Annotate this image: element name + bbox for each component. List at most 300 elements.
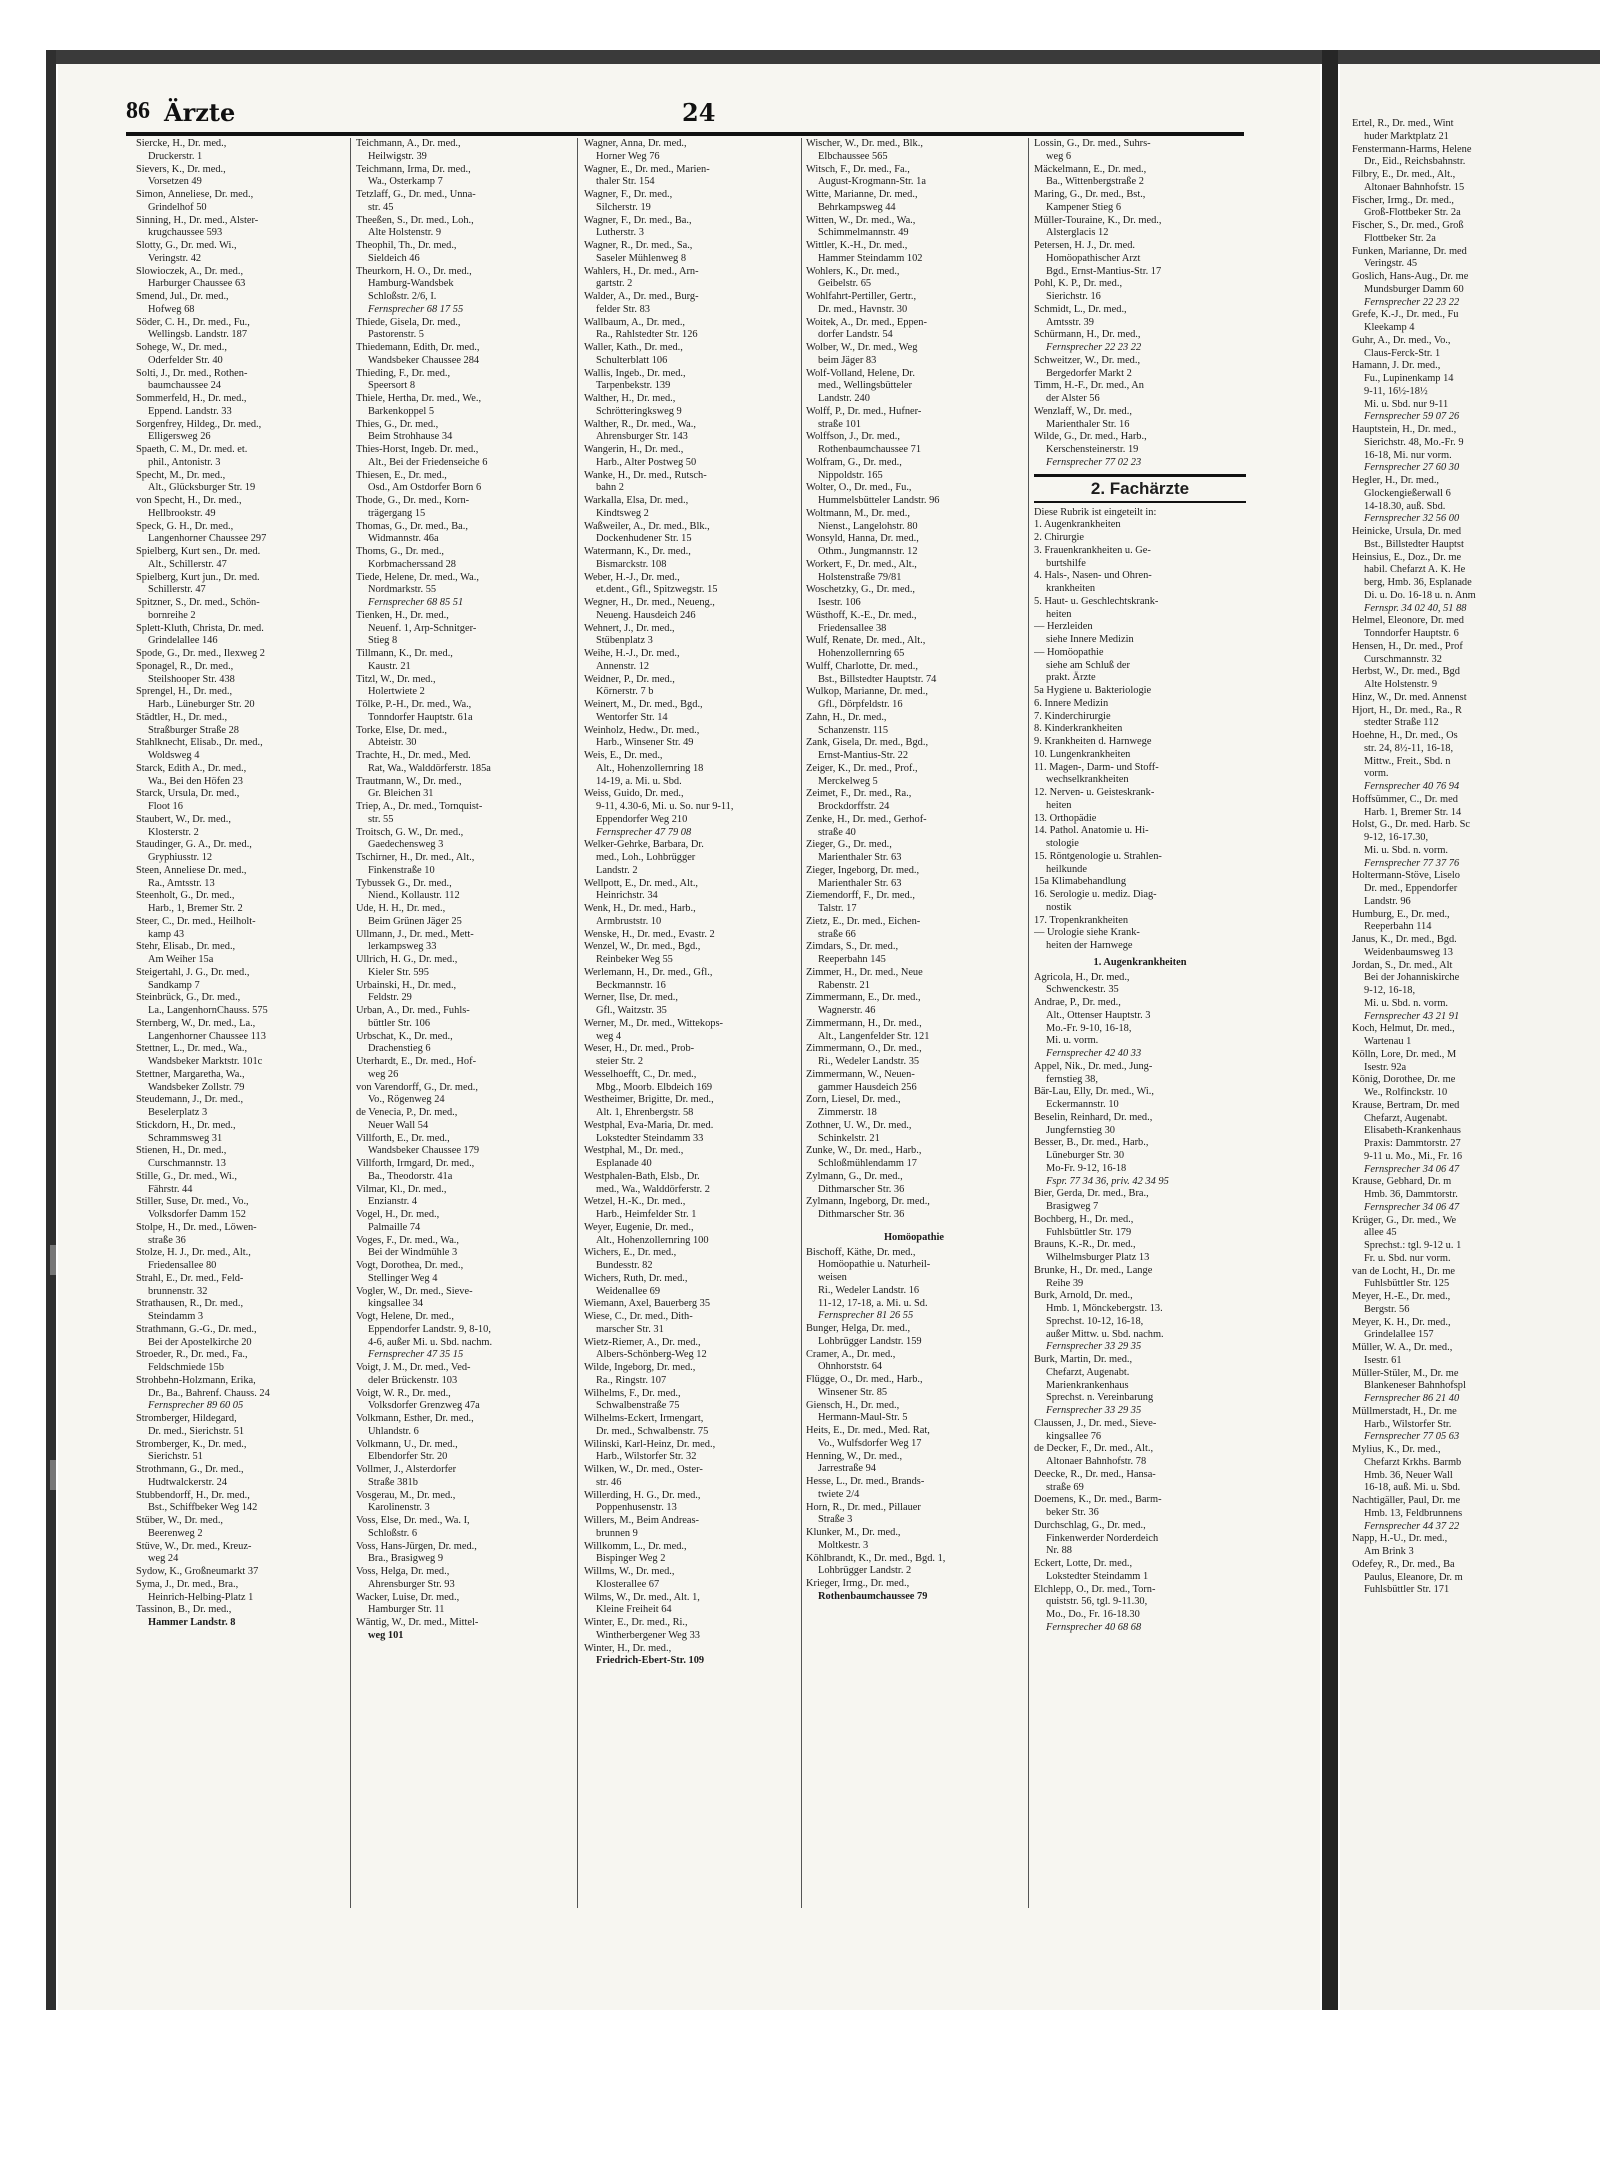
entry-name: Waller, Kath., Dr. med., bbox=[584, 342, 683, 353]
entry-name: Elchlepp, O., Dr. med., Torn- bbox=[1034, 1583, 1156, 1595]
entry-detail: Kleine Freiheit 64 bbox=[596, 1604, 672, 1616]
entry-detail: Abteistr. 30 bbox=[368, 737, 417, 749]
entry-detail: Nordmarkstr. 55 bbox=[368, 584, 437, 596]
entry-detail: str. 55 bbox=[368, 813, 394, 825]
entry-detail: Dr. med., Eppendorfer bbox=[1364, 883, 1458, 894]
entry-name: Brauns, K.-R., Dr. med., bbox=[1034, 1239, 1136, 1251]
entry-detail: 11-12, 17-18, a. Mi. u. Sd. bbox=[818, 1297, 928, 1309]
entry-detail: Oderfelder Str. 40 bbox=[148, 354, 223, 366]
entry-detail: brunnen 9 bbox=[596, 1527, 638, 1539]
entry-name: 1. Augenkrankheiten bbox=[1034, 519, 1121, 531]
entry-name: Voss, Else, Dr. med., Wa. I, bbox=[356, 1515, 470, 1526]
entry-name: Zimmermann, H., Dr. med., bbox=[806, 1017, 922, 1029]
entry-name: Steenholt, G., Dr. med., bbox=[136, 890, 235, 902]
entry-detail: Mundsburger Damm 60 bbox=[1364, 283, 1464, 295]
entry-detail: Geibelstr. 65 bbox=[818, 278, 872, 290]
entry-name: Lossin, G., Dr. med., Suhrs- bbox=[1034, 138, 1151, 149]
entry-name: Zorn, Liesel, Dr. med., bbox=[806, 1094, 901, 1106]
entry-name: Voigt, W. R., Dr. med., bbox=[356, 1387, 451, 1399]
entry-detail: Ra., Rahlstedter Str. 126 bbox=[596, 329, 698, 341]
section-heading: 2. Fachärzte bbox=[1034, 474, 1246, 503]
entry-detail: Bei der Johanniskirche bbox=[1364, 972, 1460, 984]
phone-number: Fernsprecher 27 60 30 bbox=[1364, 462, 1460, 474]
entry-detail: Hermann-Maul-Str. 5 bbox=[818, 1412, 908, 1424]
entry-detail: August-Krogmann-Str. 1a bbox=[818, 176, 926, 188]
entry-detail: außer Mittw. u. Sbd. nachm. bbox=[1046, 1328, 1164, 1340]
entry-detail: Gfl., Dörpfeldstr. 16 bbox=[818, 699, 903, 710]
entry-detail: Steindamm 3 bbox=[148, 1311, 204, 1322]
entry-detail: Schrammsweg 31 bbox=[148, 1132, 223, 1144]
entry-name: Napp, H.-U., Dr. med., bbox=[1352, 1533, 1448, 1545]
entry-detail: Schanzenstr. 115 bbox=[818, 724, 889, 736]
entry-name: Müller-Stüler, M., Dr. me bbox=[1352, 1367, 1459, 1379]
binder-mark bbox=[50, 1460, 56, 1490]
entry-name: Guhr, A., Dr. med., Vo., bbox=[1352, 334, 1451, 346]
entry-detail: Weidenbaumsweg 13 bbox=[1364, 946, 1453, 958]
entry-name: Hensen, H., Dr. med., Prof bbox=[1352, 640, 1463, 652]
entry-name: Krause, Gebhard, Dr. m bbox=[1352, 1176, 1452, 1188]
entry-name: Fischer, Irmg., Dr. med., bbox=[1352, 194, 1455, 206]
entry-detail: Lüneburger Str. 30 bbox=[1046, 1150, 1125, 1161]
entry-name: Voss, Helga, Dr. med., bbox=[356, 1566, 450, 1577]
entry-name: Wulff, Charlotte, Dr. med., bbox=[806, 660, 918, 672]
entry-detail: marscher Str. 31 bbox=[596, 1323, 664, 1335]
entry-name: Wohlers, K., Dr. med., bbox=[806, 265, 900, 277]
entry-name: Zenke, H., Dr. med., Gerhof- bbox=[806, 813, 927, 825]
entry-name: Steer, C., Dr. med., Heilholt- bbox=[136, 915, 256, 927]
entry-name: Hamann, J. Dr. med., bbox=[1352, 360, 1441, 372]
entry-detail: Bst., Billstedter Hauptst bbox=[1364, 538, 1464, 550]
center-number: 24 bbox=[682, 98, 716, 127]
entry-name: Steigertahl, J. G., Dr. med., bbox=[136, 966, 250, 978]
entry-name: Zimmer, H., Dr. med., Neue bbox=[806, 966, 923, 978]
directory-column-4 bbox=[806, 138, 1022, 1918]
entry-detail: Annenstr. 12 bbox=[596, 660, 650, 672]
entry-name: Meyer, K. H., Dr. med., bbox=[1352, 1316, 1451, 1328]
entry-name: Städtler, H., Dr. med., bbox=[136, 711, 228, 723]
phone-number: Fernsprecher 34 06 47 bbox=[1364, 1163, 1460, 1175]
entry-detail: Harb., Winsener Str. 49 bbox=[596, 737, 694, 749]
entry-name: Strohbehn-Holzmann, Erika, bbox=[136, 1374, 256, 1386]
entry-name: Sternberg, W., Dr. med., La., bbox=[136, 1017, 256, 1029]
entry-name: Doemens, K., Dr. med., Barm- bbox=[1034, 1494, 1162, 1506]
entry-detail: Ba., Theodorstr. 41a bbox=[368, 1170, 453, 1182]
entry-name: Wallis, Ingeb., Dr. med., bbox=[584, 367, 686, 379]
scan-bottom-margin bbox=[0, 2010, 1600, 2177]
scan-left-shadow bbox=[46, 50, 56, 2010]
entry-detail: Reinbeker Weg 55 bbox=[596, 954, 673, 965]
entry-detail: weisen bbox=[818, 1272, 847, 1283]
entry-name: Wacker, Luise, Dr. med., bbox=[356, 1591, 460, 1603]
entry-detail: kingsallee 34 bbox=[368, 1298, 424, 1310]
entry-detail: Marienthaler Str. 63 bbox=[818, 877, 902, 889]
entry-name: Sievers, K., Dr. med., bbox=[136, 163, 226, 175]
entry-name: Woschetzky, G., Dr. med., bbox=[806, 584, 916, 596]
entry-detail: 9-11, 4.30-6, Mi. u. So. nur 9-11, bbox=[596, 801, 734, 812]
entry-name: Krüger, G., Dr. med., We bbox=[1352, 1214, 1457, 1226]
phone-number: Fernsprecher 47 79 08 bbox=[596, 826, 692, 838]
entry-detail: Saseler Mühlenweg 8 bbox=[596, 252, 687, 264]
entry-detail: Alt. 1, Ehrenbergstr. 58 bbox=[596, 1107, 694, 1118]
entry-name: Splett-Kluth, Christa, Dr. med. bbox=[136, 622, 264, 634]
entry-name: Zimmermann, W., Neuen- bbox=[806, 1068, 915, 1080]
entry-detail: dorfer Landstr. 54 bbox=[818, 329, 893, 341]
entry-name: Starck, Ursula, Dr. med., bbox=[136, 788, 240, 800]
entry-detail: Beerenweg 2 bbox=[148, 1527, 203, 1539]
entry-detail: brunnenstr. 32 bbox=[148, 1285, 208, 1297]
entry-detail: Alte Holstenstr. 9 bbox=[1364, 679, 1438, 690]
entry-detail: Kaustr. 21 bbox=[368, 660, 411, 672]
entry-detail: Moltkestr. 3 bbox=[818, 1539, 869, 1551]
entry-name: 11. Magen-, Darm- und Stoff- bbox=[1034, 761, 1159, 773]
entry-name: Walther, H., Dr. med., bbox=[584, 393, 676, 404]
entry-name: Voss, Hans-Jürgen, Dr. med., bbox=[356, 1540, 477, 1552]
entry-name: Tölke, P.-H., Dr. med., Wa., bbox=[356, 699, 472, 710]
entry-name: Wenzlaff, W., Dr. med., bbox=[1034, 405, 1132, 417]
entry-name: Tetzlaff, G., Dr. med., Unna- bbox=[356, 189, 476, 200]
phone-number: Fernsprecher 44 37 22 bbox=[1364, 1520, 1460, 1532]
entry-detail: Volksdorfer Damm 152 bbox=[148, 1209, 246, 1220]
entry-name: Hoffsümmer, C., Dr. med bbox=[1352, 793, 1458, 805]
entry-name: Pohl, K. P., Dr. med., bbox=[1034, 278, 1123, 290]
entry-detail: Alt., Schillerstr. 47 bbox=[148, 558, 227, 570]
entry-name: Sprengel, H., Dr. med., bbox=[136, 686, 233, 698]
entry-detail: Sierichstr. 51 bbox=[148, 1451, 203, 1463]
entry-name: 10. Lungenkrankheiten bbox=[1034, 748, 1131, 760]
entry-detail: felder Str. 83 bbox=[596, 303, 650, 315]
entry-detail: Eppendorfer Weg 210 bbox=[596, 813, 688, 825]
entry-detail: Bgd., Ernst-Mantius-Str. 17 bbox=[1046, 265, 1162, 277]
entry-detail: Vo., Rögenweg 24 bbox=[368, 1094, 445, 1106]
entry-detail: Fu., Lupinenkamp 14 bbox=[1364, 373, 1454, 384]
entry-detail: vorm. bbox=[1364, 768, 1389, 780]
entry-detail: Silcherstr. 19 bbox=[596, 201, 651, 213]
entry-detail: Alt., Hohenzollernring 18 bbox=[596, 762, 704, 774]
entry-name: Witsch, F., Dr. med., Fa., bbox=[806, 163, 910, 175]
entry-detail: Widmannstr. 46a bbox=[368, 533, 439, 545]
entry-detail: burtshilfe bbox=[1046, 557, 1086, 569]
entry-name: Zahn, H., Dr. med., bbox=[806, 711, 887, 723]
entry-detail: Alt., Ottenser Hauptstr. 3 bbox=[1046, 1009, 1151, 1021]
entry-name: Wangerin, H., Dr. med., bbox=[584, 444, 684, 455]
entry-detail: 9-12, 16-18, bbox=[1364, 985, 1416, 996]
entry-name: Wolf-Volland, Helene, Dr. bbox=[806, 367, 915, 379]
entry-detail: Zimmerstr. 18 bbox=[818, 1107, 877, 1118]
entry-detail: Kampener Stieg 6 bbox=[1046, 201, 1122, 213]
entry-name: Slotty, G., Dr. med. Wi., bbox=[136, 240, 237, 251]
directory-column-1 bbox=[136, 138, 344, 1918]
entry-detail: heiten der Harnwege bbox=[1046, 940, 1133, 951]
entry-name: Teichmann, Irma, Dr. med., bbox=[356, 163, 471, 175]
column-divider bbox=[577, 138, 578, 1908]
entry-detail: Ra., Ringstr. 107 bbox=[596, 1374, 667, 1386]
entry-name: Urbainski, H., Dr. med., bbox=[356, 979, 457, 991]
entry-detail: Alt., Bei der Friedenseiche 6 bbox=[368, 456, 488, 468]
entry-detail: Harb., Lüneburger Str. 20 bbox=[148, 699, 255, 710]
entry-detail: Palmaille 74 bbox=[368, 1221, 421, 1233]
entry-name: Jordan, S., Dr. med., Alt bbox=[1352, 959, 1453, 971]
entry-detail: Wandsbeker Zollstr. 79 bbox=[148, 1081, 245, 1093]
entry-detail: med., Loh., Lohbrügger bbox=[596, 852, 696, 863]
entry-name: Petersen, H. J., Dr. med. bbox=[1034, 240, 1136, 251]
entry-name: Wilhelms, F., Dr. med., bbox=[584, 1387, 681, 1399]
entry-detail: Groß-Flottbeker Str. 2a bbox=[1364, 207, 1461, 219]
entry-detail: 14-19, a. Mi. u. Sbd. bbox=[596, 775, 682, 787]
entry-detail: Stellinger Weg 4 bbox=[368, 1272, 438, 1284]
column-divider bbox=[1028, 138, 1029, 1908]
entry-detail: Wellingsb. Landstr. 187 bbox=[148, 329, 248, 341]
entry-detail: phil., Antonistr. 3 bbox=[148, 456, 221, 468]
entry-detail: Bergedorfer Markt 2 bbox=[1046, 367, 1132, 379]
entry-name: Zunke, W., Dr. med., Harb., bbox=[806, 1145, 922, 1157]
entry-detail: steier Str. 2 bbox=[596, 1056, 644, 1067]
entry-detail: Drachenstieg 6 bbox=[368, 1043, 431, 1055]
entry-detail: weg 24 bbox=[148, 1553, 179, 1565]
entry-detail: Schloßstr. 6 bbox=[368, 1527, 418, 1539]
entry-detail: Alte Holstenstr. 9 bbox=[368, 227, 442, 239]
entry-name: Köhlbrandt, K., Dr. med., Bgd. 1, bbox=[806, 1552, 946, 1564]
entry-name: Staubert, W., Dr. med., bbox=[136, 813, 231, 825]
entry-name: Beselin, Reinhard, Dr. med., bbox=[1034, 1111, 1153, 1123]
entry-detail: Mo.-Fr. 9-10, 16-18, bbox=[1046, 1022, 1132, 1034]
entry-name: Willerding, H. G., Dr. med., bbox=[584, 1489, 701, 1501]
entry-detail: Bismarckstr. 108 bbox=[596, 558, 667, 570]
entry-name: Zieger, Ingeborg, Dr. med., bbox=[806, 864, 920, 876]
entry-detail: 4-6, außer Mi. u. Sbd. nachm. bbox=[368, 1336, 493, 1348]
entry-detail: Straße 3 bbox=[818, 1514, 853, 1526]
entry-name: Wagner, E., Dr. med., Marien- bbox=[584, 163, 710, 175]
entry-detail: straße 40 bbox=[818, 826, 856, 838]
phone-number: Fernsprecher 68 85 51 bbox=[368, 597, 464, 608]
entry-detail: Enzianstr. 4 bbox=[368, 1196, 418, 1208]
entry-detail: La., LangenhornChauss. 575 bbox=[148, 1005, 268, 1016]
entry-name: Smend, Jul., Dr. med., bbox=[136, 291, 229, 302]
entry-name: Thies-Horst, Ingeb. Dr. med., bbox=[356, 444, 479, 455]
entry-detail: Beckmannstr. 16 bbox=[596, 979, 666, 991]
entry-name: Wagner, R., Dr. med., Sa., bbox=[584, 240, 693, 251]
entry-name: 9. Krankheiten d. Harnwege bbox=[1034, 736, 1152, 747]
entry-name: Troitsch, G. W., Dr. med., bbox=[356, 826, 464, 838]
entry-name: Wiese, C., Dr. med., Dith- bbox=[584, 1311, 693, 1322]
entry-name: Vollmer, J., Alsterdorfer bbox=[356, 1464, 457, 1475]
entry-detail: Stieg 8 bbox=[368, 635, 398, 647]
entry-name: Stubbendorff, H., Dr. med., bbox=[136, 1489, 250, 1501]
entry-name: Vogt, Helene, Dr. med., bbox=[356, 1311, 454, 1322]
entry-name: Wetzel, H.-K., Dr. med., bbox=[584, 1196, 686, 1208]
entry-detail: prakt. Ärzte bbox=[1046, 672, 1096, 684]
entry-name: 2. Chirurgie bbox=[1034, 532, 1085, 543]
entry-name: Thiele, Hertha, Dr. med., We., bbox=[356, 393, 482, 404]
entry-name: Vogt, Dorothea, Dr. med., bbox=[356, 1260, 464, 1271]
entry-detail: Marienthaler Str. 63 bbox=[818, 852, 902, 863]
entry-name: Wolff, P., Dr. med., Hufner- bbox=[806, 405, 922, 417]
entry-detail: Gaedechensweg 3 bbox=[368, 839, 444, 851]
entry-detail: Schrötteringksweg 9 bbox=[596, 405, 682, 417]
entry-name: Uterhardt, E., Dr. med., Hof- bbox=[356, 1056, 477, 1067]
entry-detail: Veringstr. 42 bbox=[148, 252, 202, 264]
entry-detail: Stübenplatz 3 bbox=[596, 635, 653, 647]
entry-name: Villforth, E., Dr. med., bbox=[356, 1132, 450, 1144]
entry-detail: Schillerstr. 47 bbox=[148, 584, 206, 596]
entry-detail: 16-18, Mi. nur vorm. bbox=[1364, 449, 1452, 461]
entry-name: Müller, W. A., Dr. med., bbox=[1352, 1342, 1453, 1353]
entry-detail: Weidenallee 69 bbox=[596, 1285, 661, 1297]
entry-name: Wonsyld, Hanna, Dr. med., bbox=[806, 533, 919, 545]
entry-name: de Venecia, P., Dr. med., bbox=[356, 1107, 458, 1118]
entry-detail: Klosterstr. 2 bbox=[148, 826, 199, 838]
entry-detail: Finkenwerder Norderdeich bbox=[1046, 1532, 1159, 1544]
entry-name: Diese Rubrik ist eingeteilt in: bbox=[1034, 506, 1157, 518]
entry-name: Werner, Ilse, Dr. med., bbox=[584, 992, 678, 1004]
entry-detail: Am Brink 3 bbox=[1364, 1546, 1414, 1557]
entry-name: 14. Pathol. Anatomie u. Hi- bbox=[1034, 825, 1149, 837]
phone-number: Fernsprecher 33 29 35 bbox=[1046, 1341, 1142, 1353]
entry-name: Klunker, M., Dr. med., bbox=[806, 1527, 901, 1538]
entry-detail: Floot 16 bbox=[148, 801, 183, 812]
entry-name: 15a Klimabehandlung bbox=[1034, 876, 1127, 888]
entry-name: Wilinski, Karl-Heinz, Dr. med., bbox=[584, 1438, 716, 1450]
entry-detail: Friedensallee 80 bbox=[148, 1260, 217, 1271]
entry-detail: Praxis: Dammtorstr. 27 bbox=[1364, 1138, 1461, 1149]
entry-name: Andrae, P., Dr. med., bbox=[1034, 997, 1121, 1008]
entry-detail: habil. Chefarzt A. K. He bbox=[1364, 564, 1466, 576]
entry-name: Tschirner, H., Dr. med., Alt., bbox=[356, 852, 475, 863]
entry-name: Wietz-Riemer, A., Dr. med., bbox=[584, 1336, 701, 1348]
entry-detail: Mbg., Moorb. Elbdeich 169 bbox=[596, 1081, 713, 1093]
entry-detail: Ahrensburger Str. 143 bbox=[596, 431, 688, 443]
entry-name: Thiedemann, Edith, Dr. med., bbox=[356, 342, 480, 353]
entry-detail: Brockdorffstr. 24 bbox=[818, 801, 890, 812]
entry-detail: Am Weiher 15a bbox=[148, 954, 214, 965]
entry-detail: Wilhelmsburger Platz 13 bbox=[1046, 1252, 1150, 1263]
phone-number: Fernsprecher 77 05 63 bbox=[1364, 1431, 1460, 1443]
entry-name: Schweitzer, W., Dr. med., bbox=[1034, 354, 1141, 366]
page-header bbox=[126, 98, 1244, 130]
entry-name: Voges, F., Dr. med., Wa., bbox=[356, 1234, 460, 1246]
entry-detail: Mo-Fr. 9-12, 16-18 bbox=[1046, 1162, 1127, 1174]
entry-detail: Gfl., Waitzstr. 35 bbox=[596, 1005, 667, 1016]
entry-detail: deler Brückenstr. 103 bbox=[368, 1374, 458, 1386]
entry-detail: Rabenstr. 21 bbox=[818, 979, 870, 991]
entry-detail: Hellbrookstr. 49 bbox=[148, 507, 216, 519]
entry-name: Janus, K., Dr. med., Bgd. bbox=[1352, 934, 1457, 945]
entry-detail: Langenhorner Chaussee 297 bbox=[148, 533, 267, 545]
phone-number: Fernsprecher 32 56 00 bbox=[1364, 513, 1460, 525]
entry-detail: Altonaer Bahnhofstr. 78 bbox=[1046, 1456, 1147, 1467]
entry-detail: Flottbeker Str. 2a bbox=[1364, 232, 1436, 244]
column-divider bbox=[801, 138, 802, 1908]
entry-detail: Harb., Wilstorfer Str. 32 bbox=[596, 1451, 697, 1463]
entry-name: Müller-Touraine, K., Dr. med., bbox=[1034, 214, 1162, 226]
phone-number: Fernsprecher 81 26 55 bbox=[818, 1310, 914, 1322]
entry-name: Ude, H. H., Dr. med., bbox=[356, 903, 446, 914]
entry-name: Stüve, W., Dr. med., Kreuz- bbox=[136, 1540, 252, 1552]
entry-name: Wolter, O., Dr. med., Fu., bbox=[806, 482, 912, 494]
entry-detail: heiten bbox=[1046, 799, 1072, 811]
entry-name: Thieding, F., Dr. med., bbox=[356, 367, 451, 379]
entry-name: Siercke, H., Dr. med., bbox=[136, 138, 227, 149]
entry-detail: bahn 2 bbox=[596, 482, 624, 494]
entry-detail: fernstieg 38, bbox=[1046, 1073, 1098, 1085]
phone-number: Fernsprecher 22 23 22 bbox=[1364, 296, 1460, 308]
entry-detail: Landstr. 2 bbox=[596, 864, 638, 876]
entry-detail: stedter Straße 112 bbox=[1364, 717, 1439, 729]
entry-name: Wilde, Ingeborg, Dr. med., bbox=[584, 1362, 696, 1373]
entry-detail: Fuhlsbüttler Str. 125 bbox=[1364, 1278, 1450, 1290]
entry-name: Bär-Lau, Elly, Dr. med., Wi., bbox=[1034, 1086, 1154, 1098]
entry-detail: str. 46 bbox=[596, 1476, 622, 1488]
entry-name: Ertel, R., Dr. med., Wint bbox=[1352, 118, 1454, 129]
entry-detail: Lokstedter Steindamm 33 bbox=[596, 1132, 704, 1144]
entry-detail: Fuhlsbüttler Str. 179 bbox=[1046, 1226, 1132, 1238]
entry-name: — Homöopathie bbox=[1034, 646, 1104, 658]
entry-detail: Bst., Schiffbeker Weg 142 bbox=[148, 1502, 258, 1514]
entry-detail: krankheiten bbox=[1046, 583, 1096, 594]
entry-name: Strathausen, R., Dr. med., bbox=[136, 1298, 244, 1310]
entry-detail: We., Rolfinckstr. 10 bbox=[1364, 1087, 1448, 1098]
entry-name: Stettner, L., Dr. med., Wa., bbox=[136, 1043, 248, 1055]
entry-name: Zylmann, G., Dr. med., bbox=[806, 1170, 903, 1182]
entry-name: Meyer, H.-E., Dr. med., bbox=[1352, 1291, 1451, 1302]
entry-name: Volkmann, Esther, Dr. med., bbox=[356, 1413, 474, 1424]
entry-detail: Wandsbeker Marktstr. 101c bbox=[148, 1056, 263, 1067]
entry-name: Tienken, H., Dr. med., bbox=[356, 609, 449, 621]
entry-detail: Amtsstr. 39 bbox=[1046, 316, 1094, 328]
entry-name: van de Locht, H., Dr. me bbox=[1352, 1265, 1456, 1277]
entry-detail: bornreihe 2 bbox=[148, 609, 196, 621]
entry-detail: Elligersweg 26 bbox=[148, 431, 211, 443]
entry-name: Wilhelms-Eckert, Irmengart, bbox=[584, 1413, 704, 1424]
entry-detail: Tonndorfer Hauptstr. 6 bbox=[1364, 628, 1459, 639]
phone-number: Fernsprecher 68 17 55 bbox=[368, 303, 464, 315]
entry-name: von Varendorff, G., Dr. med., bbox=[356, 1081, 478, 1093]
column-divider bbox=[350, 138, 351, 1908]
entry-name: Wichers, Ruth, Dr. med., bbox=[584, 1272, 688, 1284]
entry-name: Winter, E., Dr. med., Ri., bbox=[584, 1617, 688, 1628]
entry-name: Bischoff, Käthe, Dr. med., bbox=[806, 1246, 916, 1258]
entry-name: — Urologie siehe Krank- bbox=[1034, 927, 1140, 939]
entry-name: Werlemann, H., Dr. med., Gfl., bbox=[584, 966, 713, 978]
entry-detail: Pastorenstr. 5 bbox=[368, 329, 424, 341]
entry-detail: Isestr. 92a bbox=[1364, 1061, 1407, 1073]
entry-detail: Neuer Wall 54 bbox=[368, 1119, 429, 1131]
entry-detail: Karolinenstr. 3 bbox=[368, 1502, 430, 1514]
entry-detail: Nippoldstr. 165 bbox=[818, 469, 883, 481]
entry-name: Villforth, Irmgard, Dr. med., bbox=[356, 1158, 475, 1169]
entry-name: Wesselhoefft, C., Dr. med., bbox=[584, 1068, 697, 1080]
directory-column-3 bbox=[584, 138, 798, 1918]
entry-detail: Di. u. Do. 16-18 u. n. Anm bbox=[1364, 589, 1476, 601]
directory-column-6 bbox=[1352, 118, 1600, 1898]
entry-name: Durchschlag, G., Dr. med., bbox=[1034, 1519, 1146, 1531]
entry-detail: Dr. med., Sierichstr. 51 bbox=[148, 1425, 245, 1437]
entry-detail: Gryphiusstr. 12 bbox=[148, 852, 213, 863]
entry-detail: der Alster 56 bbox=[1046, 393, 1100, 404]
entry-detail: Schwalbenstraße 75 bbox=[596, 1400, 680, 1412]
entry-detail: Wa., Bei den Höfen 23 bbox=[148, 775, 243, 787]
entry-detail: thaler Str. 154 bbox=[596, 176, 655, 188]
entry-name: Sorgenfrey, Hildeg., Dr. med., bbox=[136, 418, 262, 430]
entry-name: Stromberger, K., Dr. med., bbox=[136, 1438, 247, 1450]
entry-name: Stickdorn, H., Dr. med., bbox=[136, 1119, 236, 1131]
entry-name: Stiller, Suse, Dr. med., Vo., bbox=[136, 1196, 249, 1208]
entry-detail: Othm., Jungmannstr. 12 bbox=[818, 546, 918, 557]
entry-name: — Herzleiden bbox=[1034, 621, 1093, 633]
entry-detail: Schwenckestr. 35 bbox=[1046, 984, 1119, 996]
entry-name: 4. Hals-, Nasen- und Ohren- bbox=[1034, 570, 1152, 582]
entry-detail: wechselkrankheiten bbox=[1046, 774, 1129, 786]
entry-detail: Bergstr. 56 bbox=[1364, 1303, 1410, 1315]
